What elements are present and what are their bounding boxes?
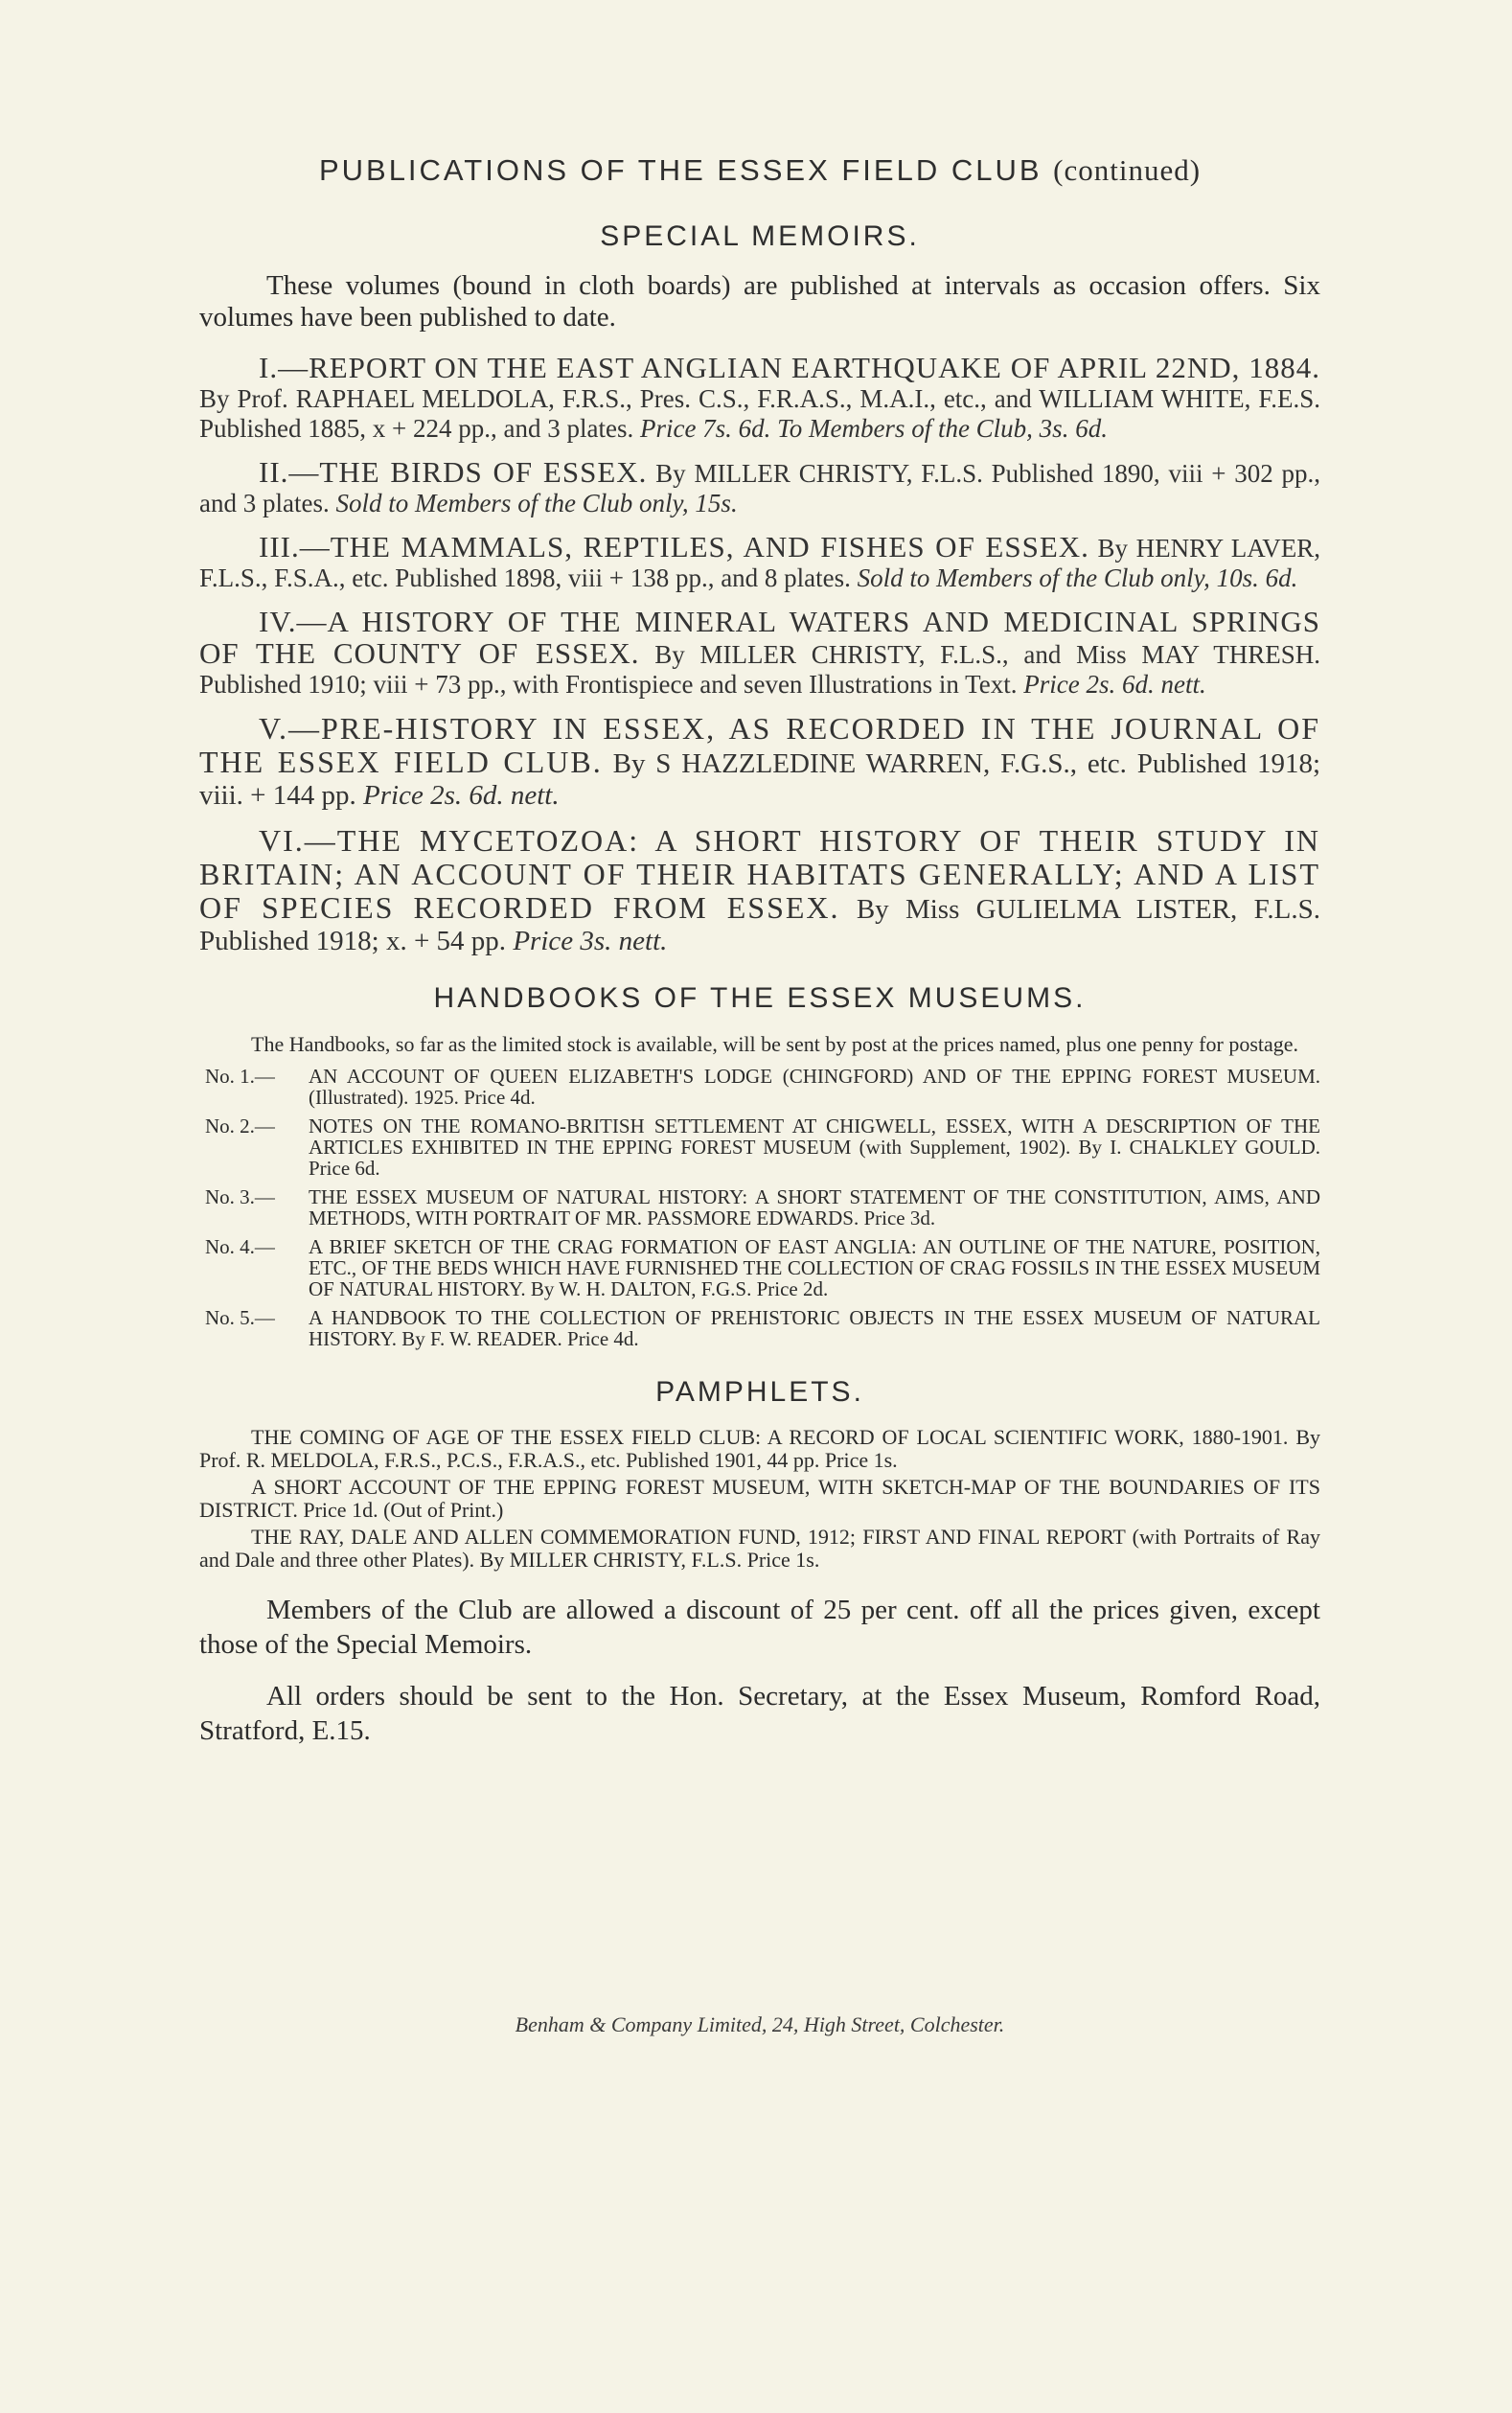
pamphlets-heading: PAMPHLETS.: [655, 1376, 864, 1408]
printer-imprint: Benham & Company Limited, 24, High Street, Colchester.: [515, 2012, 1005, 2036]
memoir-entry: [199, 353, 1320, 444]
memoir-entry: [199, 825, 1320, 957]
discount-note: Members of the Club are allowed a discount of 25 per cent. off all the prices given, except those of the Special Memoirs.: [199, 1595, 1320, 1660]
memoir-entry: [199, 607, 1320, 700]
special-memoirs-intro: These volumes (bound in cloth boards) are published at intervals as occasion offers. Six volumes have been published to date.: [199, 270, 1320, 333]
handbook-number: No. 3.—: [205, 1185, 275, 1208]
memoir-price: Price 7s. 6d. To Members of the Club, 3s. 6d.: [639, 414, 1108, 443]
handbooks-intro: The Handbooks, so far as the limited stock is available, will be sent by post at the prices named, plus one penny for postage.: [251, 1032, 1299, 1056]
memoir-price: Price 2s. 6d. nett.: [363, 780, 560, 811]
handbooks-heading: HANDBOOKS OF THE ESSEX MUSEUMS.: [433, 982, 1087, 1014]
handbook-entry: [199, 1307, 1320, 1349]
handbook-entry: [199, 1186, 1320, 1229]
pamphlet-entry: THE RAY, DALE AND ALLEN COMMEMORATION FUND, 1912; FIRST AND FINAL REPORT (with Portraits of Ray and Dale and three other Plates). By MILLER CHRISTY, F.L.S. Price 1s.: [199, 1525, 1320, 1572]
handbook-text: AN ACCOUNT OF QUEEN ELIZABETH'S LODGE (CHINGFORD) AND OF THE EPPING FOREST MUSEUM. (Illustrated). 1925. Price 4d.: [309, 1065, 1320, 1109]
handbook-entry: [199, 1236, 1320, 1299]
handbook-entry: [199, 1066, 1320, 1108]
pamphlet-entry: THE COMING OF AGE OF THE ESSEX FIELD CLUB: A RECORD OF LOCAL SCIENTIFIC WORK, 1880-1901. By Prof. R. MELDOLA, F.R.S., P.C.S., F.R.A.S., etc. Published 1901, 44 pp. Price 1s.: [199, 1425, 1320, 1472]
handbook-text: NOTES ON THE ROMANO-BRITISH SETTLEMENT AT CHIGWELL, ESSEX, WITH A DESCRIPTION OF THE ARTICLES EXHIBITED IN THE EPPING FOREST MUSEUM (with Supplement, 1902). By I. CHALKLEY GOULD. Price 6d.: [309, 1115, 1320, 1180]
memoir-details: By Prof. RAPHAEL MELDOLA, F.R.S., Pres. C.S., F.R.A.S., M.A.I., etc., and WILLIAM WHITE, F.E.S. Published 1885, x + 224 pp., and 3 plates.: [199, 384, 1320, 443]
special-memoirs-heading: SPECIAL MEMOIRS.: [600, 220, 920, 252]
handbook-text: A BRIEF SKETCH OF THE CRAG FORMATION OF EAST ANGLIA: AN OUTLINE OF THE NATURE, POSITION, ETC., OF THE BEDS WHICH HAVE FURNISHED THE COLLECTION OF CRAG FOSSILS IN THE ESSEX MUSEUM OF NATURAL HISTORY. By W. H. DALTON, F.G.S. Price 2d.: [309, 1235, 1320, 1300]
memoir-details: By MILLER CHRISTY, F.L.S. Published 1890, viii + 302 pp., and 3 plates.: [199, 459, 1320, 517]
memoir-title: I.—REPORT ON THE EAST ANGLIAN EARTHQUAKE OF APRIL 22ND, 1884.: [259, 351, 1320, 384]
handbook-number: No. 4.—: [205, 1235, 275, 1258]
memoir-price: Sold to Members of the Club only, 15s.: [335, 489, 738, 517]
handbook-number: No. 5.—: [205, 1306, 275, 1329]
orders-note: All orders should be sent to the Hon. Secretary, at the Essex Museum, Romford Road, Stratford, E.15.: [199, 1681, 1320, 1746]
page-content: [199, 153, 1320, 1748]
memoir-title: IV.—A HISTORY OF THE MINERAL WATERS AND MEDICINAL SPRINGS OF THE COUNTY OF ESSEX.: [199, 605, 1320, 670]
memoir-details: By MILLER CHRISTY, F.L.S., and Miss MAY THRESH. Published 1910; viii + 73 pp., with Frontispiece and seven Illustrations in Text.: [199, 640, 1320, 699]
memoir-title: V.—PRE-HISTORY IN ESSEX, AS RECORDED IN THE JOURNAL OF THE ESSEX FIELD CLUB.: [199, 711, 1320, 779]
running-head: [199, 153, 1320, 188]
handbook-entry: [199, 1115, 1320, 1179]
memoir-entry: [199, 532, 1320, 593]
pamphlet-entry: A SHORT ACCOUNT OF THE EPPING FOREST MUSEUM, WITH SKETCH-MAP OF THE BOUNDARIES OF ITS DISTRICT. Price 1d. (Out of Print.): [199, 1475, 1320, 1522]
memoir-details: By HENRY LAVER, F.L.S., F.S.A., etc. Published 1898, viii + 138 pp., and 8 plates.: [199, 534, 1320, 592]
memoir-details: By S HAZZLEDINE WARREN, F.G.S., etc. Published 1918; viii. + 144 pp.: [199, 748, 1321, 811]
memoir-title: III.—THE MAMMALS, REPTILES, AND FISHES OF ESSEX.: [259, 530, 1089, 563]
memoir-details: By Miss GULIELMA LISTER, F.L.S. Published 1918; x. + 54 pp.: [199, 894, 1321, 956]
memoir-price: Price 2s. 6d. nett.: [1023, 670, 1206, 699]
memoir-price: Price 3s. nett.: [513, 926, 668, 956]
memoir-price: Sold to Members of the Club only, 10s. 6d.: [857, 563, 1298, 592]
memoir-title: II.—THE BIRDS OF ESSEX.: [259, 455, 648, 489]
memoir-entry: [199, 457, 1320, 518]
handbook-text: A HANDBOOK TO THE COLLECTION OF PREHISTORIC OBJECTS IN THE ESSEX MUSEUM OF NATURAL HISTORY. By F. W. READER. Price 4d.: [309, 1306, 1320, 1350]
handbook-text: THE ESSEX MUSEUM OF NATURAL HISTORY: A SHORT STATEMENT OF THE CONSTITUTION, AIMS, AND METHODS, WITH PORTRAIT OF MR. PASSMORE EDWARDS. Price 3d.: [309, 1185, 1320, 1229]
running-head-continued: (continued): [1053, 153, 1202, 187]
memoir-entry: [199, 713, 1320, 812]
handbook-number: No. 2.—: [205, 1115, 275, 1138]
memoir-title: VI.—THE MYCETOZOA: A SHORT HISTORY OF THEIR STUDY IN BRITAIN; AN ACCOUNT OF THEIR HABITATS GENERALLY; AND A LIST OF SPECIES RECORDED FROM ESSEX.: [199, 823, 1320, 925]
handbook-number: No. 1.—: [205, 1065, 275, 1088]
running-head-title: PUBLICATIONS OF THE ESSEX FIELD CLUB: [318, 153, 1042, 187]
